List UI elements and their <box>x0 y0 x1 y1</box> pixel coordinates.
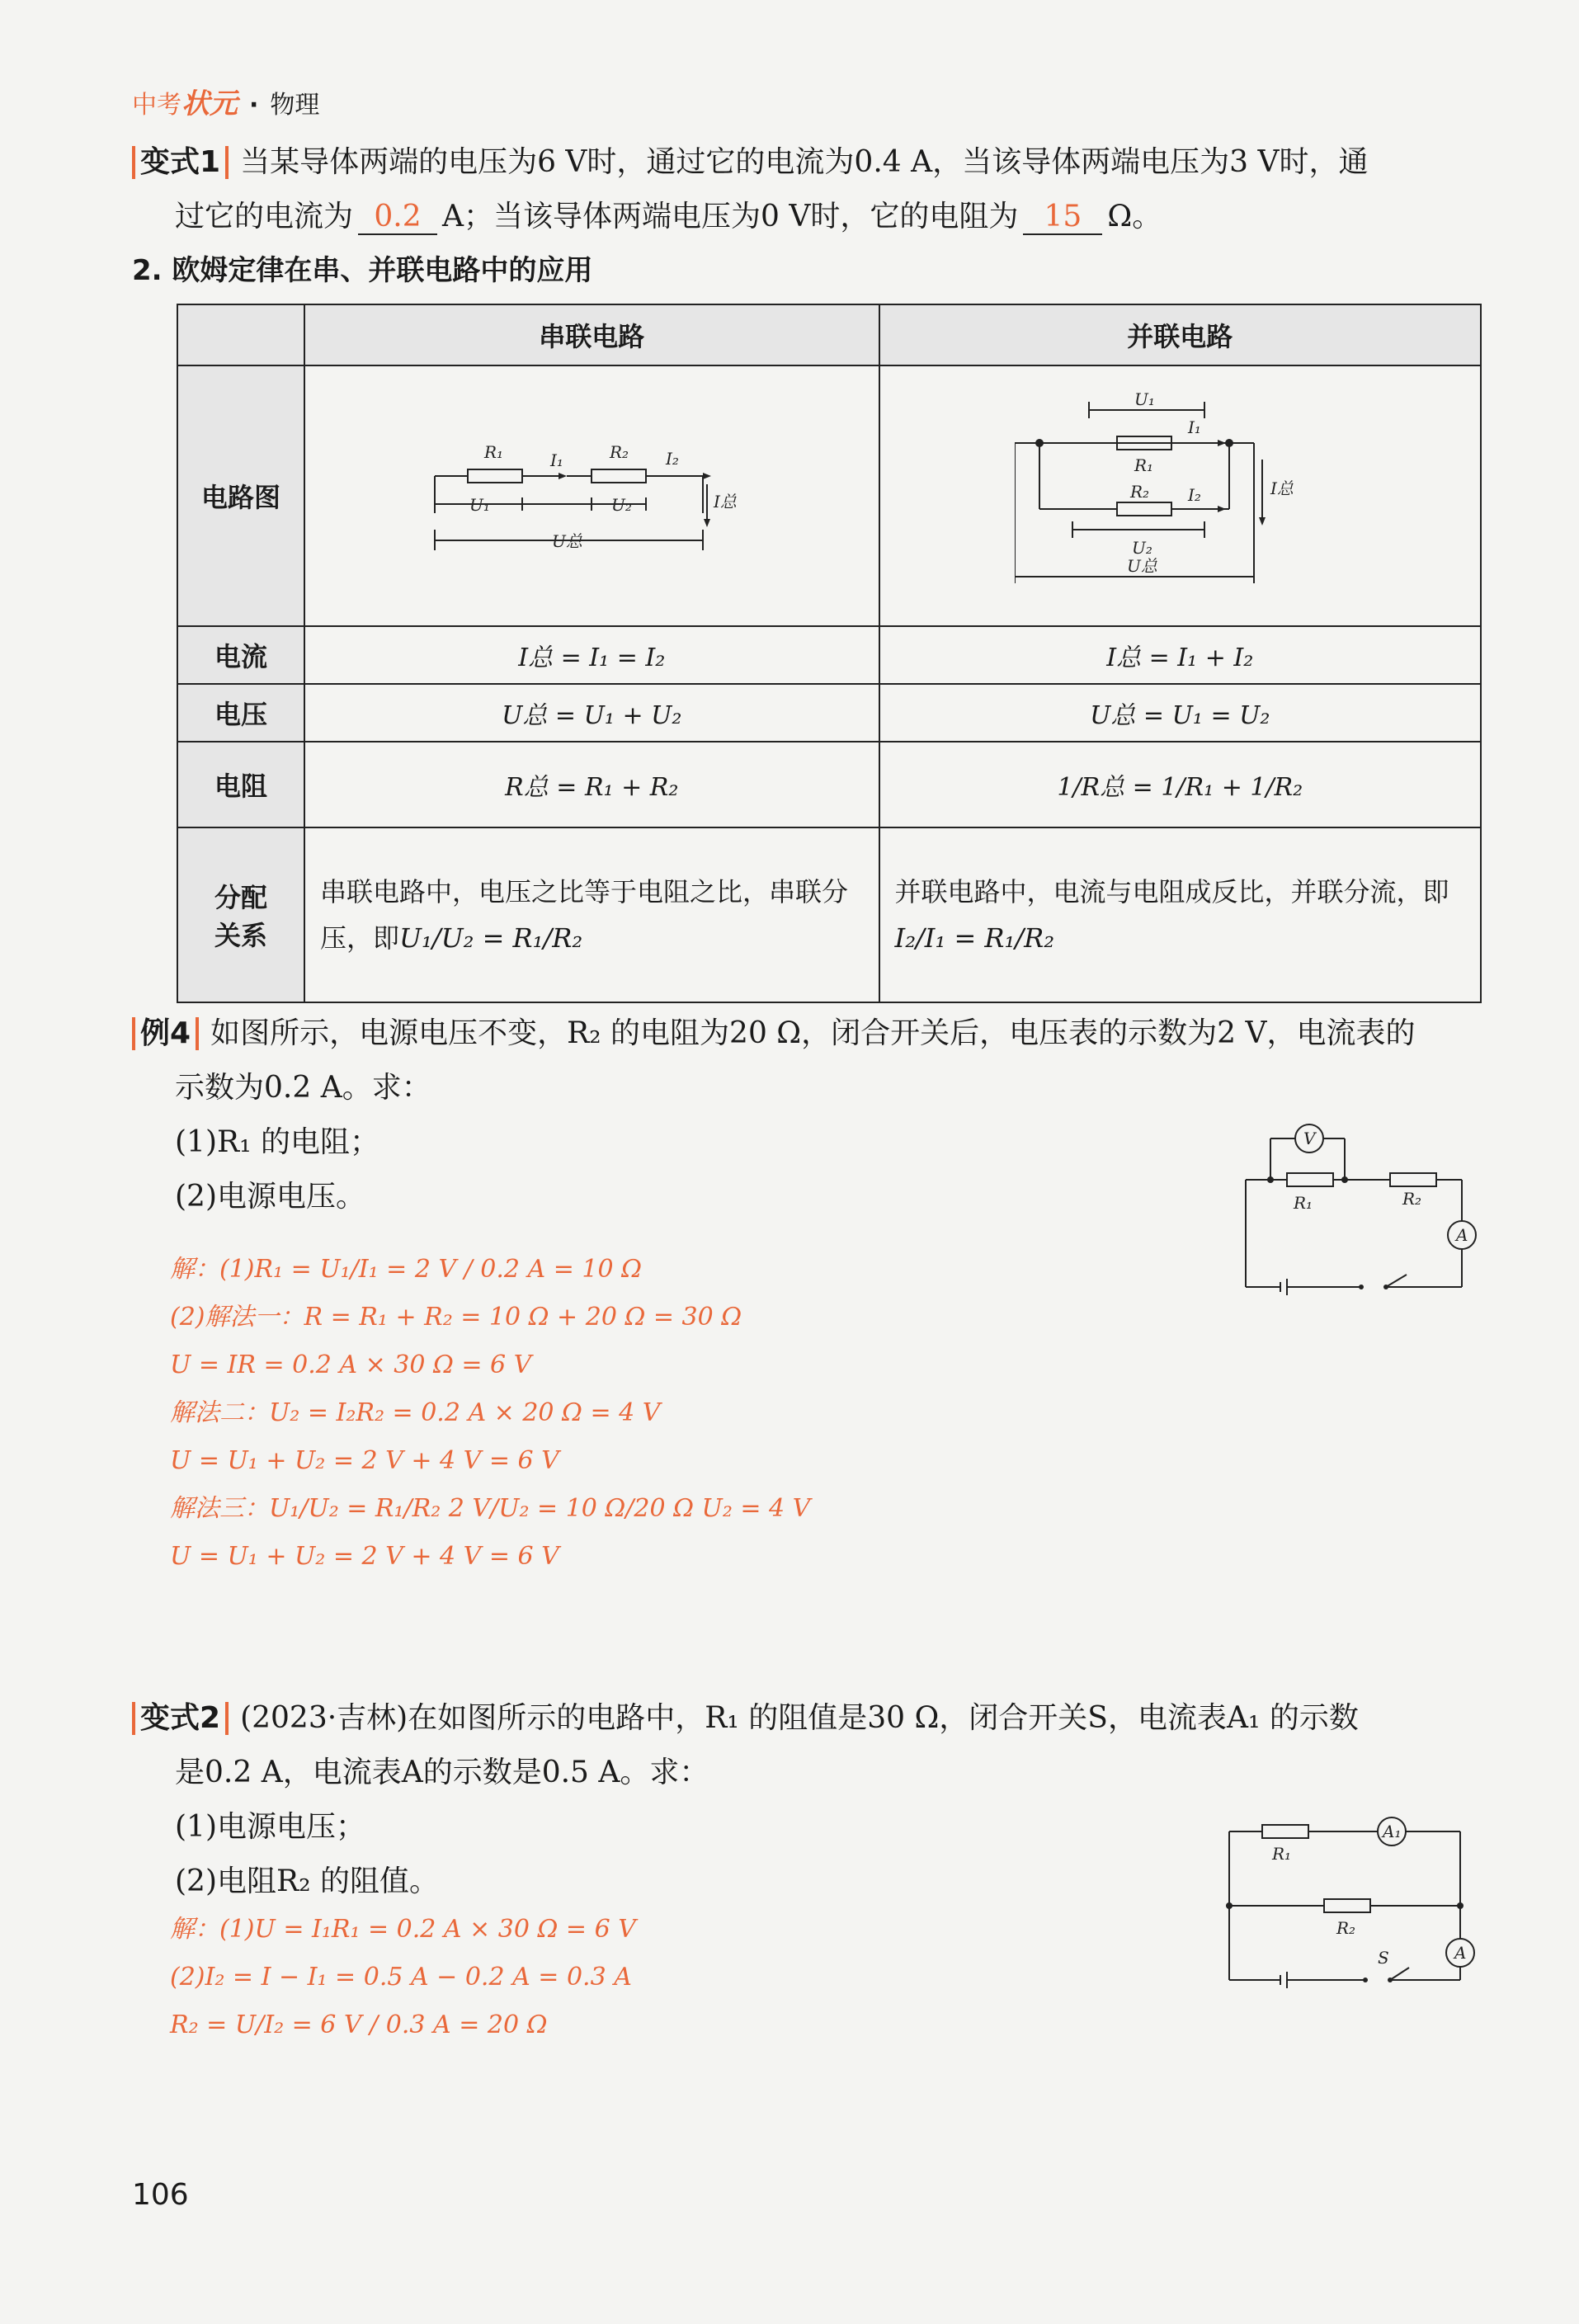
variant1-line2c: Ω。 <box>1107 200 1162 233</box>
series-label-u1: U₁ <box>469 495 491 515</box>
parallel-circuit-diagram <box>879 365 1481 626</box>
example4-sol-line1: 解：(1)R₁ = U₁/I₁ = 2 V / 0.2 A = 10 Ω <box>170 1255 642 1284</box>
series-distribution-formula: U₁/U₂ = R₁/R₂ <box>399 922 583 954</box>
parallel-label-r2: R₂ <box>1130 482 1150 502</box>
variant1-line2a: 过它的电流为 <box>175 200 354 233</box>
series-label-r2: R₂ <box>610 442 629 462</box>
variant1-line2b: A；当该导体两端电压为0 V时，它的电阻为 <box>442 200 1019 233</box>
parallel-label-utotal: U总 <box>1127 556 1158 576</box>
variant2-solution <box>170 1906 636 2049</box>
parallel-voltage-formula: U总 = U₁ = U₂ <box>879 684 1481 742</box>
row-label-resistance: 电阻 <box>177 742 304 827</box>
brand-logo: 中考状元 <box>132 87 238 120</box>
variant2-line2: 是0.2 A，电流表A的示数是0.5 A。求： <box>175 1756 709 1789</box>
col-series-header: 串联电路 <box>304 304 879 365</box>
row-label-distribution: 分配 关系 <box>177 827 304 1002</box>
variant1-line1: 当某导体两端的电压为6 V时，通过它的电流为0.4 A，当该导体两端电压为3 V时，通 <box>240 145 1369 179</box>
parallel-label-i1: I₁ <box>1188 417 1202 437</box>
ohms-law-table <box>177 304 1482 1003</box>
ammeter-a-label: A <box>1454 1943 1467 1963</box>
fig5-r1-label: R₁ <box>1272 1844 1292 1864</box>
series-voltage-formula: U总 = U₁ + U₂ <box>304 684 879 742</box>
fig4-r1-label: R₁ <box>1294 1193 1313 1213</box>
ammeter-a1-label: A₁ <box>1383 1822 1402 1841</box>
answer-blank-current: 0.2 <box>358 200 437 235</box>
example4-sol-line7: U = U₁ + U₂ = 2 V + 4 V = 6 V <box>170 1542 559 1571</box>
variant2-circuit-figure <box>1221 1807 1485 1988</box>
variant1-block <box>132 135 1485 244</box>
example4-q2: (2)电源电压。 <box>175 1180 365 1214</box>
variant2-sol-line2: (2)I₂ = I − I₁ = 0.5 A − 0.2 A = 0.3 A <box>170 1963 632 1992</box>
variant2-line1: (2023·吉林)在如图所示的电路中，R₁ 的阻值是30 Ω，闭合开关S，电流表A₁ 的示数 <box>240 1701 1359 1735</box>
parallel-label-u1: U₁ <box>1134 389 1156 409</box>
running-header: 中考状元 · 物理 <box>132 87 320 120</box>
variant2-sol-line3: R₂ = U/I₂ = 6 V / 0.3 A = 20 Ω <box>170 2011 548 2039</box>
variant1-tag: 变式1 <box>132 146 229 179</box>
series-label-utotal: U总 <box>552 531 583 551</box>
series-circuit-diagram <box>304 365 879 626</box>
example4-circuit-figure <box>1237 1122 1485 1303</box>
series-label-itotal: I总 <box>714 492 738 511</box>
parallel-resistance-formula: 1/R总 = 1/R₁ + 1/R₂ <box>879 742 1481 827</box>
parallel-label-i2: I₂ <box>1188 485 1202 505</box>
variant2-tag: 变式2 <box>132 1702 229 1735</box>
parallel-label-u2: U₂ <box>1132 538 1153 558</box>
switch-label: S <box>1378 1948 1389 1968</box>
example4-sol-line6: 解法三：U₁/U₂ = R₁/R₂ 2 V/U₂ = 10 Ω/20 Ω U₂ = 4 V <box>170 1494 811 1523</box>
variant2-sol-line1: 解：(1)U = I₁R₁ = 0.2 A × 30 Ω = 6 V <box>170 1915 636 1944</box>
parallel-distribution: 并联电路中，电流与电阻成反比，并联分流，即 I₂/I₁ = R₁/R₂ <box>879 827 1481 1002</box>
ammeter-label: A <box>1456 1225 1468 1245</box>
example4-sol-line2: (2)解法一：R = R₁ + R₂ = 10 Ω + 20 Ω = 30 Ω <box>170 1303 742 1332</box>
fig4-r2-label: R₂ <box>1402 1189 1422 1209</box>
subject-label: 物理 <box>270 91 320 120</box>
row-label-voltage: 电压 <box>177 684 304 742</box>
fig5-r2-label: R₂ <box>1336 1918 1356 1938</box>
col-parallel-header: 并联电路 <box>879 304 1481 365</box>
example4-solution <box>170 1246 810 1581</box>
series-resistance-formula: R总 = R₁ + R₂ <box>304 742 879 827</box>
answer-blank-resistance: 15 <box>1023 200 1102 235</box>
voltmeter-label: V <box>1303 1129 1316 1148</box>
row-label-current: 电流 <box>177 626 304 684</box>
parallel-label-r1: R₁ <box>1134 455 1154 475</box>
example4-q1: (1)R₁ 的电阻； <box>175 1125 379 1159</box>
variant2-q2: (2)电阻R₂ 的阻值。 <box>175 1864 439 1898</box>
example4-line2: 示数为0.2 A。求： <box>175 1071 431 1105</box>
row-label-diagram: 电路图 <box>177 365 304 626</box>
parallel-current-formula: I总 = I₁ + I₂ <box>879 626 1481 684</box>
example4-sol-line3: U = IR = 0.2 A × 30 Ω = 6 V <box>170 1351 532 1379</box>
series-distribution: 串联电路中，电压之比等于电阻之比，串联分 压，即U₁/U₂ = R₁/R₂ <box>304 827 879 1002</box>
parallel-label-itotal: I总 <box>1270 478 1294 498</box>
example4-sol-line5: U = U₁ + U₂ = 2 V + 4 V = 6 V <box>170 1446 559 1475</box>
series-current-formula: I总 = I₁ = I₂ <box>304 626 879 684</box>
example4-sol-line4: 解法二：U₂ = I₂R₂ = 0.2 A × 20 Ω = 4 V <box>170 1398 661 1427</box>
example4-line1: 如图所示，电源电压不变，R₂ 的电阻为20 Ω，闭合开关后，电压表的示数为2 V，电流表的 <box>210 1016 1416 1050</box>
parallel-distribution-formula: I₂/I₁ = R₁/R₂ <box>894 922 1055 954</box>
section-title: 2. 欧姆定律在串、并联电路中的应用 <box>132 254 593 287</box>
series-label-u2: U₂ <box>611 495 633 515</box>
series-label-i2: I₂ <box>666 449 680 469</box>
example4-tag: 例4 <box>132 1017 199 1050</box>
series-label-i1: I₁ <box>550 450 564 470</box>
page-number: 106 <box>132 2178 189 2212</box>
variant2-q1: (1)电源电压； <box>175 1810 365 1844</box>
table-corner <box>177 304 304 365</box>
series-label-r1: R₁ <box>484 442 504 462</box>
